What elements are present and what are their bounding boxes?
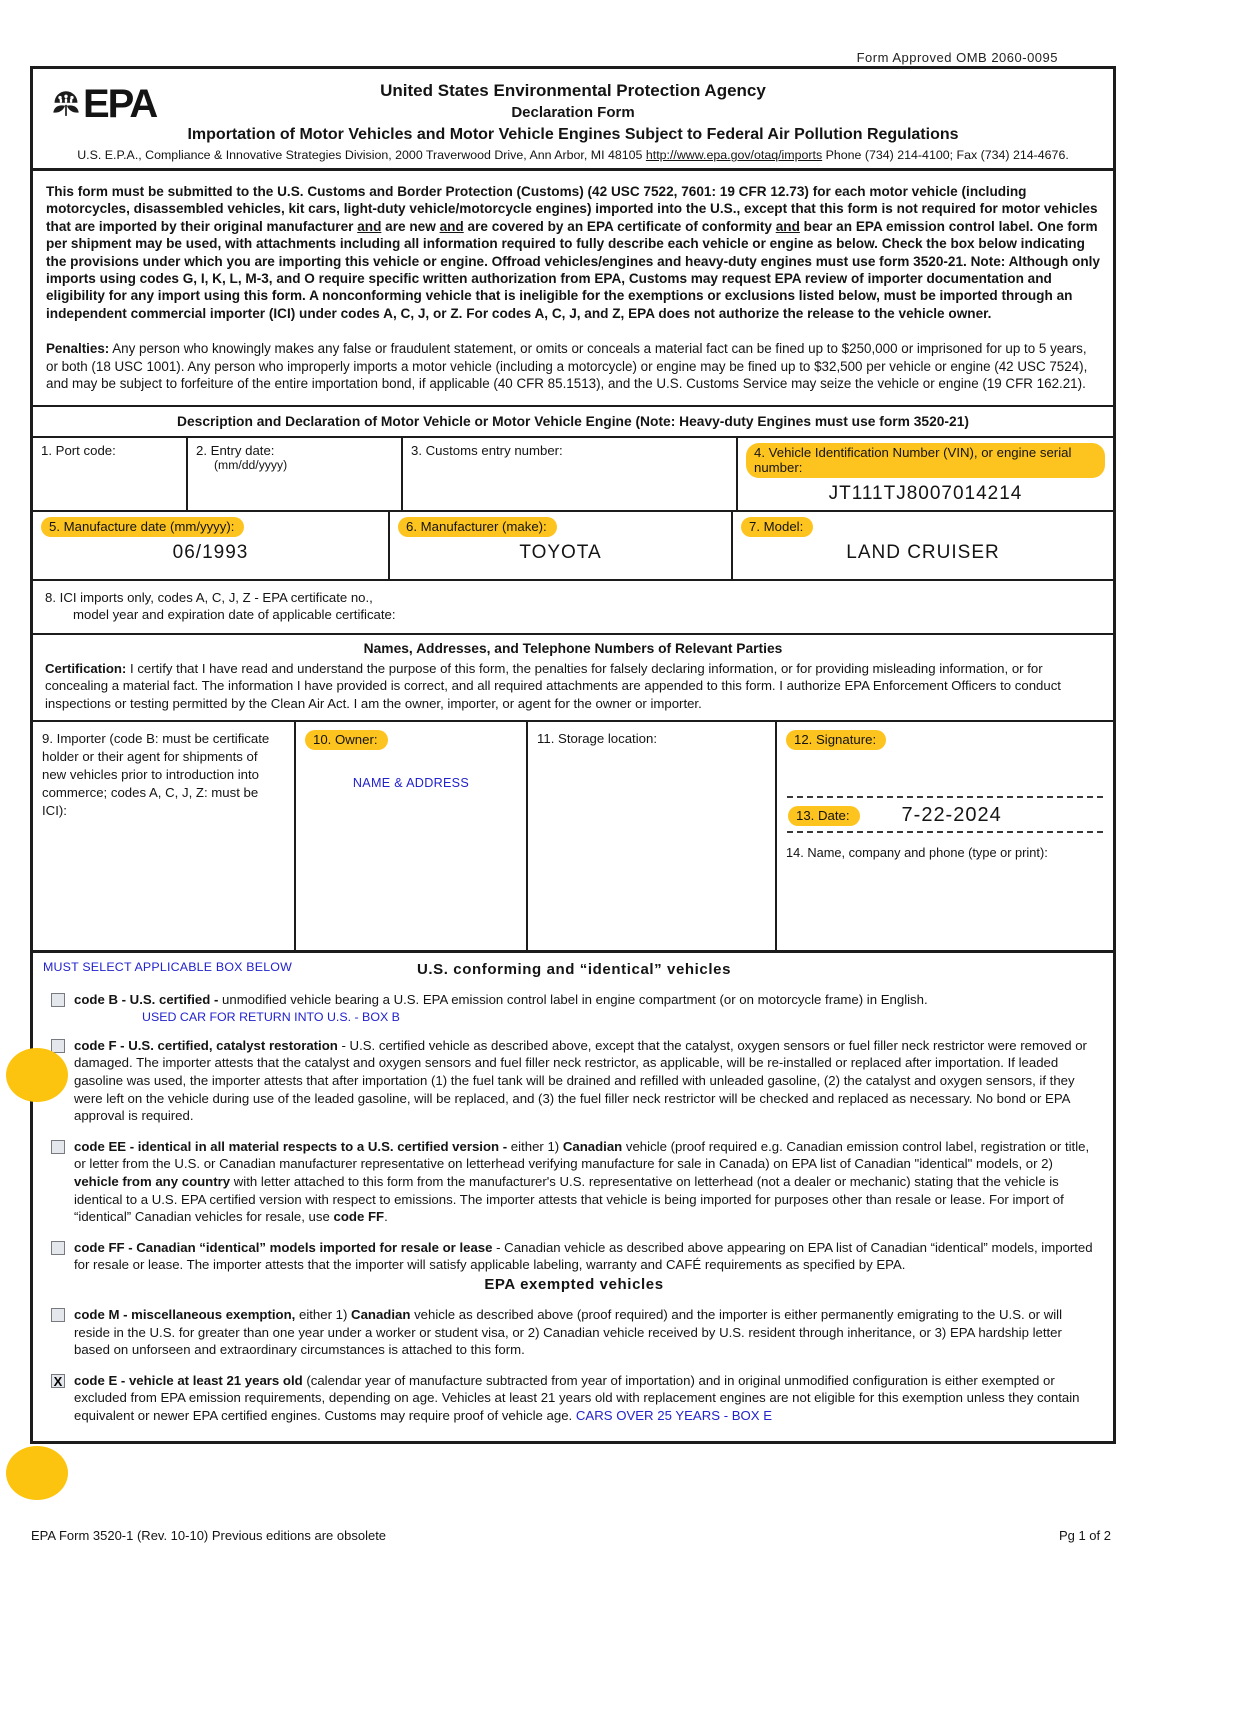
instructions-paragraph: This form must be submitted to the U.S. Customs and Border Protection (Customs) (42 USC 7522, 7601: 19 CFR 12.73) for each motor vehicle (including motorcycles, disassembled vehicles, kit cars, light-duty vehicle/motorcycle engines) imported into the U.S., except that this form is not required for motor vehicles that are imported by their original manufacturer and are new and are covered by an EPA certificate of conformity and bear an EPA emission control label. One form per shipment may be used, with attachments including all information required to fully describe each vehicle or engine as below. Check the box below indicating the provisions under which you are importing this vehicle or engine. Offroad vehicles/engines and heavy-duty engines must use form 3520-21. Note: Although only imports using codes G, I, K, L, M-3, and O require specific written authorization from EPA, Customs may request EPA review of importer documentation and eligibility for any import using this form. A nonconforming vehicle that is ineligible for the exemptions or exclusions listed below, must be imported through an independent commercial importer (ICI) under codes A, C, J, or Z. For codes A, C, J, and Z, EPA does not authorize the release to the vehicle owner. (46, 184, 1100, 321)
field-owner[interactable] (296, 722, 528, 950)
code-ee-item (47, 1138, 1101, 1226)
address-phone-fax: Phone (734) 214-4100; Fax (734) 214-4676. (822, 148, 1069, 162)
parties-section-header: Names, Addresses, and Telephone Numbers of Relevant Parties (363, 641, 783, 657)
exempted-vehicles-heading: EPA exempted vehicles (484, 1275, 664, 1293)
field-model (733, 512, 1113, 579)
code-ee-text: code EE - identical in all material respects to a U.S. certified version - either 1) Canadian vehicle (proof required e.g. Canadian emission control label, registration or title, or letter from the U.S. or Canadian manufacturer representative on letterhead verifying manufacture for sale in Canada) on EPA list of Canadian "identical" models, or 2) vehicle from any country with letter attached to this form from the manufacturer's U.S. representative on letterhead (not a dealer or mechanic) stating that the vehicle is identical to a U.S. EPA certified version with respect to emissions. The importer attests that vehicle is being imported for purposes other than resale or lease. For import of “identical” Canadian vehicles for resale, use code FF. (74, 1138, 1090, 1225)
field-importer[interactable] (33, 722, 296, 950)
form-title-agency: United States Environmental Protection Agency (380, 81, 766, 100)
vin-value[interactable]: JT111TJ8007014214 (828, 483, 1023, 505)
conforming-vehicles-heading: U.S. conforming and “identical” vehicles (416, 961, 732, 979)
epa-logo (49, 82, 157, 126)
code-m-text: code M - miscellaneous exemption, either 1) Canadian vehicle as described above (proof required) and the importer is either permanently emigrating to the U.S. or will reside in the U.S. for greater than one year under a worker or student visa, or 2) Canadian vehicle received by U.S. resident through inheritance, or 3) EPA hardship letter based on unforseen and extraordinary circumstances is attached to this form. (74, 1306, 1063, 1358)
code-b-annotation: USED CAR FOR RETURN INTO U.S. - BOX B (142, 1009, 400, 1024)
field-ici-certificate (33, 581, 1113, 635)
marker-circle-code-e (6, 1446, 68, 1500)
field-entry-date (188, 438, 403, 510)
must-select-banner: MUST SELECT APPLICABLE BOX BELOW (43, 960, 293, 975)
certification-paragraph: Certification: I certify that I have read and understand the purpose of this form, the penalties for falsely declaring information, or for providing misleading information, or for concealing a material fact. The information I have provided is correct, and all required attachments are appended to this form. I authorize EPA Enforcement Officers to conduct inspections or testing permitted by the Clean Air Act. I am the owner, importer, or agent for the owner or importer. (33, 658, 1113, 722)
marker-circle-code-b (6, 1048, 68, 1102)
code-f-text: code F - U.S. certified, catalyst restoration - U.S. certified vehicle as described above, except that the catalyst, oxygen sensors or fuel filler neck restrictor were removed or damaged. The importer attests that the catalyst and oxygen sensors and fuel filler neck restrictor, as applicable, will be re-installed or replaced after importation. If leaded gasoline was used, the importer attests that after importation (1) the fuel tank will be drained and refilled with unleaded gasoline, (2) the catalyst and oxygen sensors, if they were left on the vehicle during use of the leaded gasoline, will be replaced, and (3) the fuel filler neck restrictor will be checked and replaced as necessary. No bond or EPA approval is required. (74, 1037, 1087, 1124)
code-b-checkbox[interactable] (51, 993, 65, 1007)
page-number: Pg 1 of 2 (1058, 1528, 1111, 1543)
entry-date-label: 2. Entry date: (196, 443, 275, 459)
owner-name-address-note: NAME & ADDRESS (352, 776, 470, 791)
storage-location-label: 11. Storage location: (537, 731, 657, 747)
code-e-checkbox[interactable]: X (51, 1374, 65, 1388)
code-e-text: code E - vehicle at least 21 years old (calendar year of manufacture subtracted from year of importation) and in original unmodified configuration is either exempted or excluded from EPA emission requirements, depending on age. Vehicles at least 21 years old with replacement engines are not eligible for this exemption unless they contain equivalent or newer EPA certified engines. Customs may require proof of vehicle age. CARS OVER 25 YEARS - BOX E (74, 1372, 1080, 1423)
code-f-checkbox[interactable] (51, 1039, 65, 1053)
manufacturer-label: 6. Manufacturer (make): (398, 517, 557, 537)
epa-logo-text: EPA (83, 82, 157, 126)
importer-label: 9. Importer (code B: must be certificate holder or their agent for shipments of new vehicles prior to introduction into commerce; codes A, C, J, Z: must be ICI): (42, 731, 270, 819)
penalties-paragraph: Penalties: Any person who knowingly makes any false or fraudulent statement, or omits or conceals a material fact can be fined up to $250,000 or imprisoned for up to 5 years, or both (18 USC 1001). Any person who improperly imports a motor vehicle (including a motorcycle) or engine may be fined up to $32,500 per vehicle or engine (42 USC 7524), and may be subject to forfeiture of the entire importation bond, if applicable (40 CFR 85.1513), and the U.S. Customs Service may seize the vehicle or engine (19 CFR 162.21). (46, 341, 1088, 392)
date-label: 13. Date: (788, 806, 860, 826)
model-label: 7. Model: (741, 517, 813, 537)
manufacture-date-label: 5. Manufacture date (mm/yyyy): (41, 517, 244, 537)
field-vin (738, 438, 1113, 510)
customs-entry-number-label: 3. Customs entry number: (411, 443, 563, 459)
code-ff-checkbox[interactable] (51, 1241, 65, 1255)
code-m-checkbox[interactable] (51, 1308, 65, 1322)
fields-row-2 (33, 512, 1113, 581)
code-m-item (47, 1306, 1101, 1359)
omb-approval-text: Form Approved OMB 2060-0095 (856, 50, 1058, 65)
code-ee-checkbox[interactable] (51, 1140, 65, 1154)
port-code-value[interactable] (41, 458, 178, 472)
fields-row-1 (33, 438, 1113, 512)
owner-label: 10. Owner: (305, 730, 388, 750)
epa-flower-icon (49, 87, 83, 121)
ici-label-line2: model year and expiration date of applicable certificate: (73, 607, 396, 623)
manufacture-date-value[interactable]: 06/1993 (172, 542, 249, 564)
model-value[interactable]: LAND CRUISER (846, 542, 1000, 564)
parties-grid (33, 722, 1113, 953)
form-revision-text: EPA Form 3520-1 (Rev. 10-10) Previous editions are obsolete (31, 1528, 387, 1543)
epa-imports-url: http://www.epa.gov/otaq/imports (645, 148, 823, 162)
field-customs-entry-number (403, 438, 738, 510)
form-title-declaration: Declaration Form (511, 104, 635, 121)
import-codes-section (33, 953, 1113, 1440)
description-section-header: Description and Declaration of Motor Vehicle or Motor Vehicle Engine (Note: Heavy-duty Engines must use form 3520-21) (33, 405, 1113, 438)
form-header (33, 69, 1113, 171)
field-manufacturer (390, 512, 733, 579)
vin-label: 4. Vehicle Identification Number (VIN), or engine serial number: (746, 443, 1105, 478)
port-code-label: 1. Port code: (41, 443, 116, 459)
signature-label: 12. Signature: (786, 730, 886, 750)
address-text: U.S. E.P.A., Compliance & Innovative Strategies Division, 2000 Traverwood Drive, Ann Arbor, MI 48105 (77, 148, 646, 162)
entry-date-format-hint: (mm/dd/yyyy) (214, 458, 288, 473)
customs-entry-number-value[interactable] (411, 458, 728, 472)
manufacturer-value[interactable]: TOYOTA (519, 542, 602, 564)
ici-label-line1: 8. ICI imports only, codes A, C, J, Z - EPA certificate no., (45, 590, 373, 606)
code-b-item (47, 991, 1101, 1009)
field-port-code (33, 438, 188, 510)
agency-address-line (43, 148, 1103, 164)
date-row (786, 798, 1104, 831)
code-e-item (47, 1372, 1101, 1425)
code-ff-text: code FF - Canadian “identical” models imported for resale or lease - Canadian vehicle as described above appearing on EPA list of Canadian “identical” models, imported for resale or lease. The importer attests that the importer will satisfy applicable labeling, warranty and CAFÉ requirements as specified by EPA. (74, 1239, 1093, 1273)
page-footer (31, 1528, 1111, 1543)
code-ff-item (47, 1239, 1101, 1274)
signature-block (777, 722, 1113, 950)
code-b-text: code B - U.S. certified - unmodified vehicle bearing a U.S. EPA emission control label in engine compartment (or on motorcycle frame) in English. (74, 992, 928, 1008)
entry-date-value[interactable] (196, 472, 393, 486)
date-value[interactable]: 7-22-2024 (901, 804, 1002, 827)
name-company-phone-label: 14. Name, company and phone (type or print): (786, 845, 1048, 861)
field-manufacture-date (33, 512, 390, 579)
field-storage-location[interactable] (528, 722, 777, 950)
code-f-item (47, 1037, 1101, 1125)
form-title-importation: Importation of Motor Vehicles and Motor Vehicle Engines Subject to Federal Air Pollution Regulations (187, 126, 959, 143)
epa-form-3520-1 (30, 66, 1116, 1444)
signature-area[interactable] (786, 750, 1104, 796)
